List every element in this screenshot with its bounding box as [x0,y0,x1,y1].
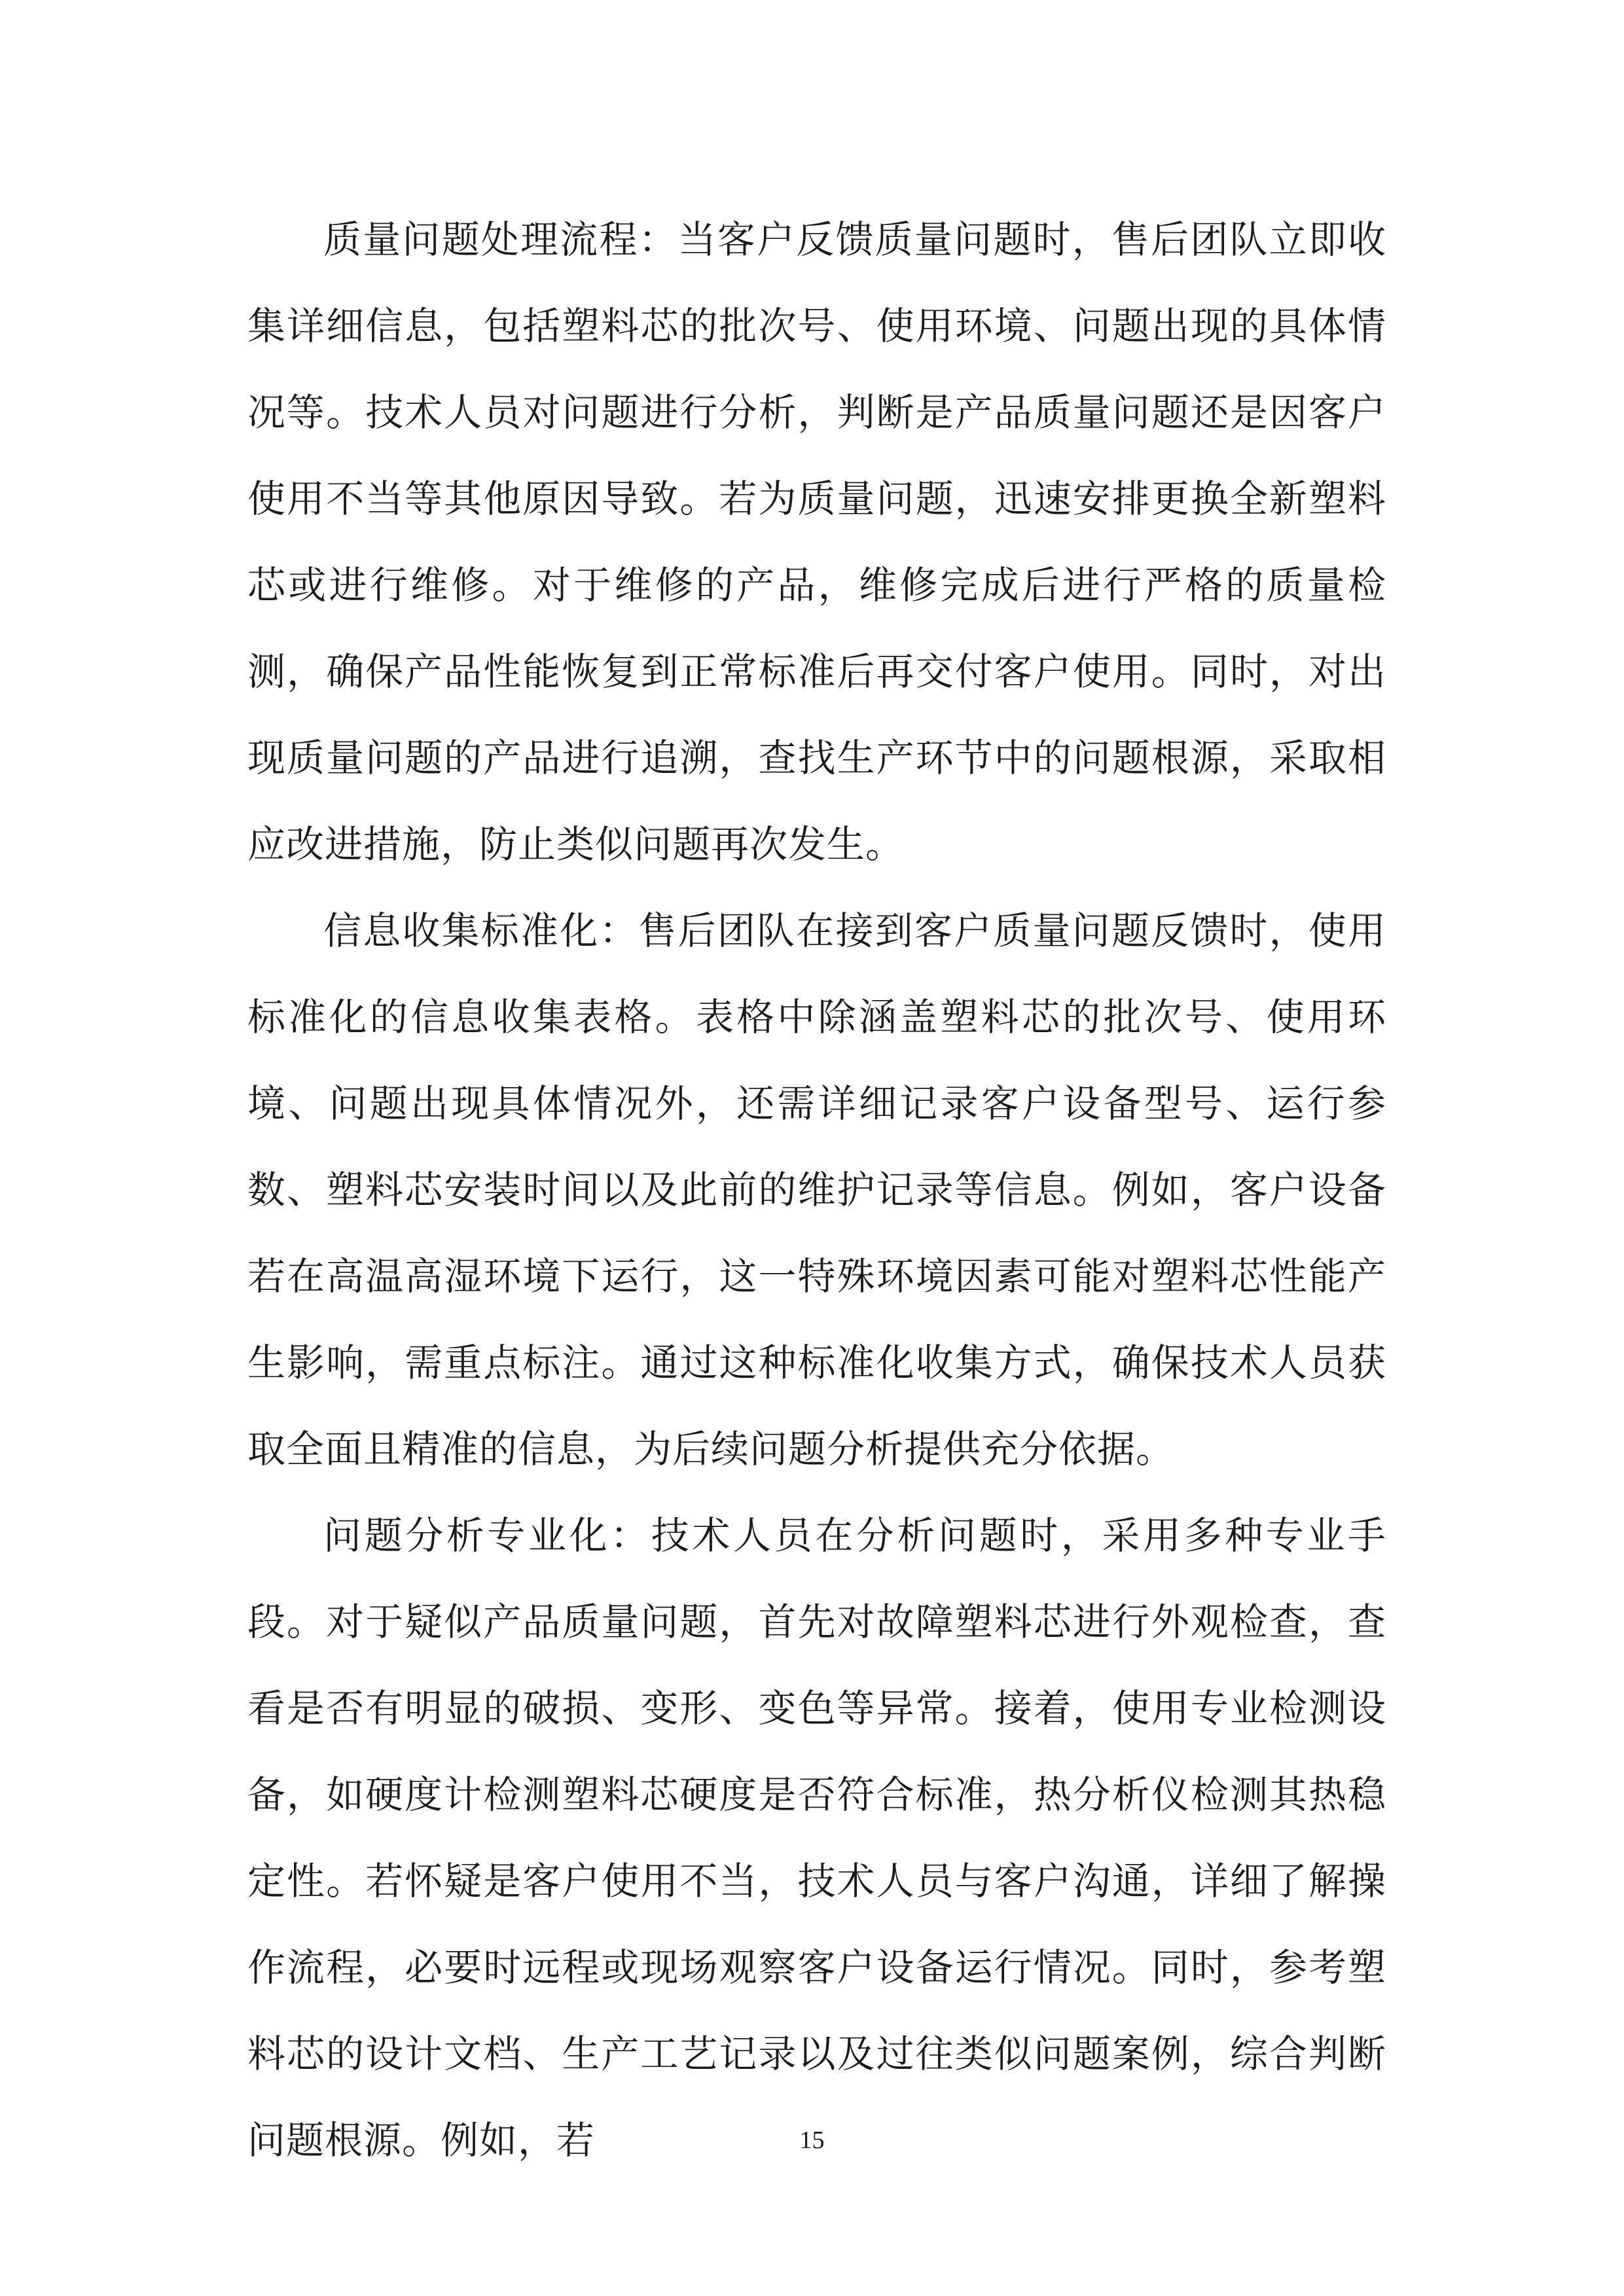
page-number: 15 [799,2126,825,2154]
paragraph-info-collection: 信息收集标准化：售后团队在接到客户质量问题反馈时，使用标准化的信息收集表格。表格中除涵盖塑料芯的批次号、使用环境、问题出现具体情况外，还需详细记录客户设备型号、运行参数、塑料芯安装时间以及此前的维护记录等信息。例如，客户设备若在高温高湿环境下运行，这一特殊环境因素可能对塑料芯性能产生影响，需重点标注。通过这种标准化收集方式，确保技术人员获取全面且精准的信息，为后续问题分析提供充分依据。 [247,908,1386,1471]
paragraph-quality-process: 质量问题处理流程：当客户反馈质量问题时，售后团队立即收集详细信息，包括塑料芯的批次号、使用环境、问题出现的具体情况等。技术人员对问题进行分析，判断是产品质量问题还是因客户使用不当等其他原因导致。若为质量问题，迅速安排更换全新塑料芯或进行维修。对于维修的产品，维修完成后进行严格的质量检测，确保产品性能恢复到正常标准后再交付客户使用。同时，对出现质量问题的产品进行追溯，查找生产环节中的问题根源，采取相应改进措施，防止类似问题再次发生。 [247,217,1386,867]
body-text [247,196,1386,2183]
paragraph-problem-analysis: 问题分析专业化：技术人员在分析问题时，采用多种专业手段。对于疑似产品质量问题，首先对故障塑料芯进行外观检查，查看是否有明显的破损、变形、变色等异常。接着，使用专业检测设备，如硬度计检测塑料芯硬度是否符合标准，热分析仪检测其热稳定性。若怀疑是客户使用不当，技术人员与客户沟通，详细了解操作流程，必要时远程或现场观察客户设备运行情况。同时，参考塑料芯的设计文档、生产工艺记录以及过往类似问题案例，综合判断问题根源。例如，若 [247,1513,1386,2162]
